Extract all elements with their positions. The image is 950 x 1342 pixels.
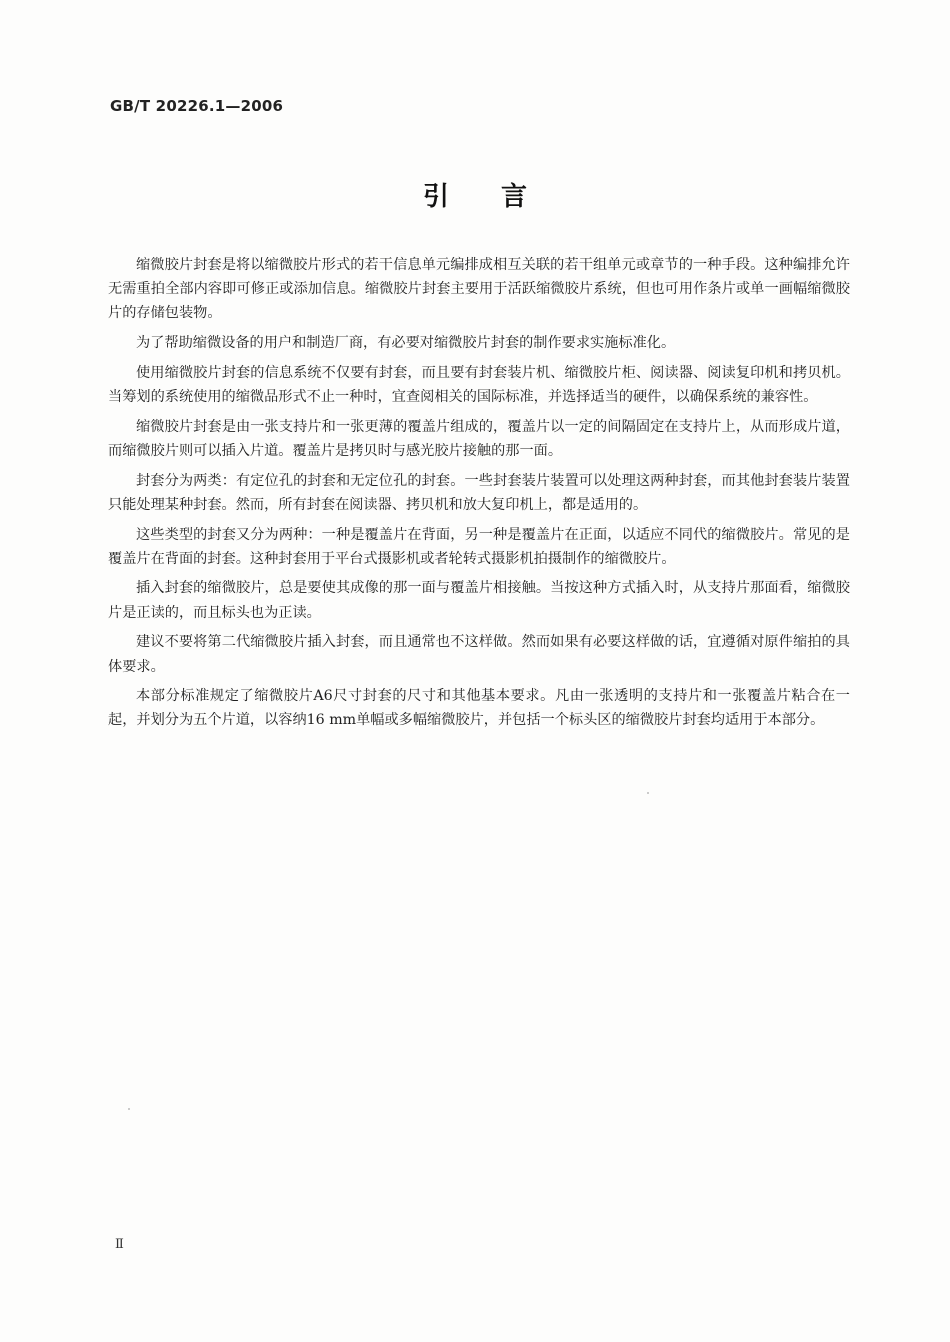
paragraph: 本部分标准规定了缩微胶片A6尺寸封套的尺寸和其他基本要求。凡由一张透明的支持片和一张覆盖片粘合在一起，并划分为五个片道，以容纳16 mm单幅或多幅缩微胶片，并包括一个标头区的缩微胶片封套均适用于本部分。 <box>108 688 850 729</box>
scan-speck <box>128 1108 130 1110</box>
standard-code: GB/T 20226.1—2006 <box>110 97 284 115</box>
paragraph: 缩微胶片封套是由一张支持片和一张更薄的覆盖片组成的，覆盖片以一定的间隔固定在支持片上，从而形成片道，而缩微胶片则可以插入片道。覆盖片是拷贝时与感光胶片接触的那一面。 <box>108 418 850 459</box>
paragraph: 插入封套的缩微胶片，总是要使其成像的那一面与覆盖片相接触。当按这种方式插入时，从支持片那面看，缩微胶片是正读的，而且标头也为正读。 <box>108 580 850 621</box>
paragraph: 为了帮助缩微设备的用户和制造厂商，有必要对缩微胶片封套的制作要求实施标准化。 <box>136 335 676 352</box>
body-text <box>108 253 850 738</box>
scan-speck <box>647 792 649 794</box>
page-title: 引言 <box>422 182 579 212</box>
page-number: Ⅱ <box>115 1237 124 1252</box>
paragraph: 建议不要将第二代缩微胶片插入封套，而且通常也不这样做。然而如果有必要这样做的话，宜遵循对原件缩拍的具体要求。 <box>108 634 850 675</box>
paragraph: 缩微胶片封套是将以缩微胶片形式的若干信息单元编排成相互关联的若干组单元或章节的一种手段。这种编排允许无需重拍全部内容即可修正或添加信息。缩微胶片封套主要用于活跃缩微胶片系统，但也可用作条片或单一画幅缩微胶片的存储包装物。 <box>108 257 850 322</box>
paragraph: 使用缩微胶片封套的信息系统不仅要有封套，而且要有封套装片机、缩微胶片柜、阅读器、阅读复印机和拷贝机。当筹划的系统使用的缩微品形式不止一种时，宜查阅相关的国际标准，并选择适当的硬件，以确保系统的兼容性。 <box>108 364 850 406</box>
paragraph: 封套分为两类：有定位孔的封套和无定位孔的封套。一些封套装片装置可以处理这两种封套，而其他封套装片装置只能处理某种封套。然而，所有封套在阅读器、拷贝机和放大复印机上，都是适用的。 <box>108 472 850 513</box>
paragraph: 这些类型的封套又分为两种：一种是覆盖片在背面，另一种是覆盖片在正面，以适应不同代的缩微胶片。常见的是覆盖片在背面的封套。这种封套用于平台式摄影机或者轮转式摄影机拍摄制作的缩微胶片。 <box>108 526 850 567</box>
